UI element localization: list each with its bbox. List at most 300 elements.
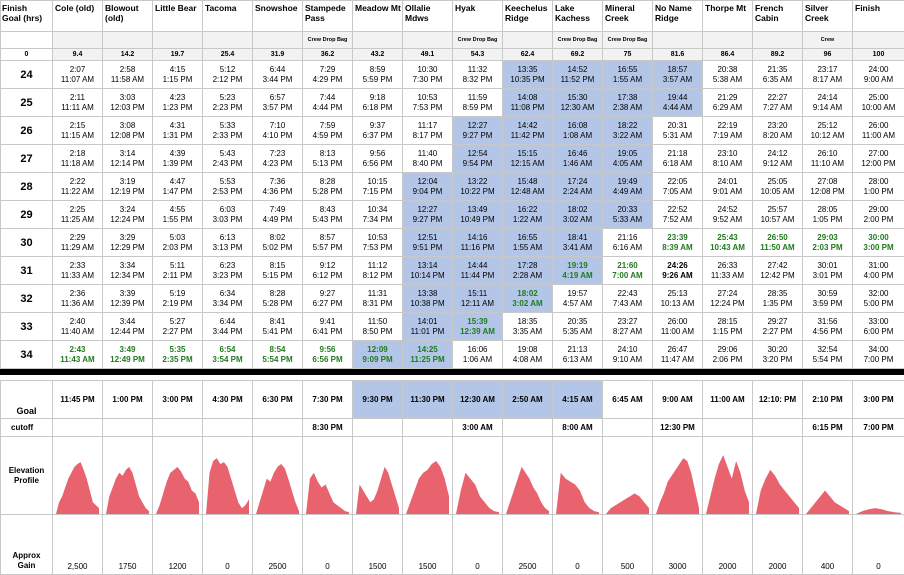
elevation-profile-row xyxy=(1,437,904,515)
split-cell xyxy=(803,257,853,285)
split-cell xyxy=(203,313,253,341)
elapsed-time: 10:34 xyxy=(353,205,402,215)
elevation-chart xyxy=(703,437,753,515)
elapsed-time: 18:57 xyxy=(653,65,702,75)
elapsed-time: 21:60 xyxy=(603,261,652,271)
elevation-profile-graphic xyxy=(106,452,149,514)
clock-time: 11:50 AM xyxy=(753,243,802,253)
split-cell xyxy=(603,313,653,341)
clock-time: 12:19 PM xyxy=(103,187,152,197)
cutoff-row xyxy=(1,419,904,437)
clock-time: 6:41 PM xyxy=(303,327,352,337)
split-cell xyxy=(103,201,153,229)
elapsed-time: 26:47 xyxy=(653,345,702,355)
clock-time: 11:25 PM xyxy=(403,355,452,365)
split-cell xyxy=(403,229,453,257)
clock-time: 12:03 PM xyxy=(103,103,152,113)
cutoff-time xyxy=(753,419,803,437)
clock-time: 7:05 AM xyxy=(653,187,702,197)
clock-time: 11:58 AM xyxy=(103,75,152,85)
clock-time: 12:00 PM xyxy=(853,159,904,169)
split-cell xyxy=(803,313,853,341)
aid-note xyxy=(403,32,453,49)
goal-time: 7:30 PM xyxy=(303,381,353,419)
split-cell xyxy=(103,257,153,285)
clock-time: 7:52 AM xyxy=(653,215,702,225)
split-cell xyxy=(753,61,803,89)
aid-note xyxy=(253,32,303,49)
clock-time: 1:08 AM xyxy=(553,131,602,141)
split-cell xyxy=(753,313,803,341)
goal-time: 4:15 AM xyxy=(553,381,603,419)
pace-row xyxy=(1,145,904,173)
goal-time: 11:45 PM xyxy=(53,381,103,419)
elapsed-time: 24:52 xyxy=(703,205,752,215)
elevation-chart xyxy=(303,437,353,515)
split-cell xyxy=(153,257,203,285)
split-cell xyxy=(753,285,803,313)
split-cell xyxy=(753,89,803,117)
elapsed-time: 20:35 xyxy=(553,317,602,327)
clock-time: 2:38 AM xyxy=(603,103,652,113)
split-cell xyxy=(703,173,753,201)
aid-note xyxy=(203,32,253,49)
elapsed-time: 5:19 xyxy=(153,289,202,299)
elapsed-time: 27:42 xyxy=(753,261,802,271)
split-cell xyxy=(153,61,203,89)
elevation-profile-graphic xyxy=(656,452,699,514)
elapsed-time: 15:11 xyxy=(453,289,502,299)
elapsed-time: 11:17 xyxy=(403,121,452,131)
cutoff-time: 8:00 AM xyxy=(553,419,603,437)
elapsed-time: 5:12 xyxy=(203,65,252,75)
clock-time: 10:05 AM xyxy=(753,187,802,197)
elapsed-time: 5:03 xyxy=(153,233,202,243)
split-cell xyxy=(153,173,203,201)
elevation-area xyxy=(356,467,399,514)
clock-time: 7:53 PM xyxy=(353,243,402,253)
clock-time: 7:27 AM xyxy=(753,103,802,113)
elapsed-time: 3:24 xyxy=(103,205,152,215)
approx-gain: 2500 xyxy=(503,515,553,575)
elapsed-time: 5:11 xyxy=(153,261,202,271)
elapsed-time: 2:29 xyxy=(53,233,102,243)
finish-goal-hours: 32 xyxy=(1,285,53,313)
split-cell xyxy=(53,89,103,117)
elevation-chart xyxy=(453,437,503,515)
elapsed-time: 5:43 xyxy=(203,149,252,159)
elapsed-time: 23:17 xyxy=(803,65,852,75)
elevation-chart xyxy=(753,437,803,515)
split-cell xyxy=(553,285,603,313)
clock-time: 4:49 PM xyxy=(253,215,302,225)
station-mile: 14.2 xyxy=(103,49,153,61)
clock-time: 9:14 AM xyxy=(803,103,852,113)
cutoff-time xyxy=(603,419,653,437)
elapsed-time: 6:13 xyxy=(203,233,252,243)
elapsed-time: 2:22 xyxy=(53,177,102,187)
station-mile: 75 xyxy=(603,49,653,61)
aid-note-row xyxy=(1,32,904,49)
split-cell xyxy=(603,89,653,117)
cutoff-time: 8:30 PM xyxy=(303,419,353,437)
clock-time: 2:03 PM xyxy=(803,243,852,253)
split-cell xyxy=(703,61,753,89)
split-cell xyxy=(203,341,253,369)
split-cell xyxy=(853,341,904,369)
elapsed-time: 28:05 xyxy=(803,205,852,215)
split-cell xyxy=(803,61,853,89)
station-mile: 81.6 xyxy=(653,49,703,61)
elapsed-time: 26:33 xyxy=(703,261,752,271)
clock-time: 4:49 AM xyxy=(603,187,652,197)
station-name: Finish xyxy=(853,1,904,32)
elapsed-time: 18:35 xyxy=(503,317,552,327)
station-mile: 49.1 xyxy=(403,49,453,61)
elevation-area xyxy=(856,508,901,514)
elapsed-time: 15:48 xyxy=(503,177,552,187)
clock-time: 9:27 PM xyxy=(403,215,452,225)
elevation-chart xyxy=(203,437,253,515)
clock-time: 12:39 AM xyxy=(453,327,502,337)
elapsed-time: 8:15 xyxy=(253,261,302,271)
goal-time: 3:00 PM xyxy=(153,381,203,419)
split-cell xyxy=(853,285,904,313)
clock-time: 2:33 PM xyxy=(203,131,252,141)
elapsed-time: 28:35 xyxy=(753,289,802,299)
clock-time: 5:31 AM xyxy=(653,131,702,141)
goal-time: 12:30 AM xyxy=(453,381,503,419)
split-cell xyxy=(253,229,303,257)
elevation-area xyxy=(156,467,199,514)
elapsed-time: 13:38 xyxy=(403,289,452,299)
finish-goal-hours: 25 xyxy=(1,89,53,117)
cutoff-time xyxy=(503,419,553,437)
clock-time: 11:44 PM xyxy=(453,271,502,281)
clock-time: 5:28 PM xyxy=(303,187,352,197)
clock-time: 2:28 AM xyxy=(503,271,552,281)
elapsed-time: 24:10 xyxy=(603,345,652,355)
split-cell xyxy=(853,229,904,257)
elapsed-time: 20:31 xyxy=(653,121,702,131)
clock-time: 8:31 PM xyxy=(353,299,402,309)
elapsed-time: 5:23 xyxy=(203,93,252,103)
clock-time: 8:39 AM xyxy=(653,243,702,253)
elevation-area xyxy=(106,467,149,514)
clock-time: 9:00 AM xyxy=(853,75,904,85)
elapsed-time: 10:30 xyxy=(403,65,452,75)
aid-note: Crew xyxy=(803,32,853,49)
clock-time: 4:19 AM xyxy=(553,271,602,281)
aid-note: Crew Drop Bag xyxy=(553,32,603,49)
elapsed-time: 9:37 xyxy=(353,121,402,131)
split-cell xyxy=(353,313,403,341)
goal-time: 9:00 AM xyxy=(653,381,703,419)
approx-gain: 1200 xyxy=(153,515,203,575)
clock-time: 8:12 PM xyxy=(353,271,402,281)
elapsed-time: 8:28 xyxy=(253,289,302,299)
split-cell xyxy=(853,89,904,117)
station-mile: 86.4 xyxy=(703,49,753,61)
elevation-label: Elevation Profile xyxy=(1,437,53,515)
elapsed-time: 30:59 xyxy=(803,289,852,299)
elapsed-time: 7:10 xyxy=(253,121,302,131)
clock-time: 5:38 AM xyxy=(703,75,752,85)
split-cell xyxy=(203,117,253,145)
elapsed-time: 19:57 xyxy=(553,289,602,299)
clock-time: 1:55 AM xyxy=(503,243,552,253)
split-cell xyxy=(303,61,353,89)
split-cell xyxy=(253,61,303,89)
split-cell xyxy=(353,257,403,285)
split-cell xyxy=(603,201,653,229)
clock-time: 9:26 AM xyxy=(653,271,702,281)
station-mile: 89.2 xyxy=(753,49,803,61)
elevation-profile-graphic xyxy=(456,452,499,514)
clock-time: 8:40 PM xyxy=(403,159,452,169)
elapsed-time: 29:06 xyxy=(703,345,752,355)
clock-time: 8:32 PM xyxy=(453,75,502,85)
approx-gain: 500 xyxy=(603,515,653,575)
elapsed-time: 7:49 xyxy=(253,205,302,215)
clock-time: 8:17 PM xyxy=(403,131,452,141)
split-cell xyxy=(453,117,503,145)
clock-time: 5:35 AM xyxy=(553,327,602,337)
clock-time: 2:27 PM xyxy=(753,327,802,337)
clock-time: 5:15 PM xyxy=(253,271,302,281)
station-mile: 69.2 xyxy=(553,49,603,61)
elapsed-time: 7:59 xyxy=(303,121,352,131)
split-cell xyxy=(753,201,803,229)
split-cell xyxy=(753,117,803,145)
elapsed-time: 3:34 xyxy=(103,261,152,271)
split-cell xyxy=(203,201,253,229)
elapsed-time: 7:36 xyxy=(253,177,302,187)
split-cell xyxy=(753,145,803,173)
elapsed-time: 19:05 xyxy=(603,149,652,159)
elapsed-time: 12:27 xyxy=(403,205,452,215)
station-mile: 31.9 xyxy=(253,49,303,61)
clock-time: 12:30 AM xyxy=(553,103,602,113)
elapsed-time: 29:00 xyxy=(853,205,904,215)
split-cell xyxy=(303,89,353,117)
split-cell xyxy=(653,89,703,117)
clock-time: 2:19 PM xyxy=(153,299,202,309)
pace-row xyxy=(1,89,904,117)
elapsed-time: 6:54 xyxy=(203,345,252,355)
elapsed-time: 2:18 xyxy=(53,149,102,159)
clock-time: 1:31 PM xyxy=(153,131,202,141)
clock-time: 7:30 PM xyxy=(403,75,452,85)
elapsed-time: 5:35 xyxy=(153,345,202,355)
station-name: Blowout (old) xyxy=(103,1,153,32)
split-cell xyxy=(353,201,403,229)
split-cell xyxy=(203,257,253,285)
clock-time: 6:35 AM xyxy=(753,75,802,85)
split-cell xyxy=(603,145,653,173)
elapsed-time: 19:19 xyxy=(553,261,602,271)
cutoff-time xyxy=(203,419,253,437)
elapsed-time: 29:27 xyxy=(753,317,802,327)
clock-time: 11:52 PM xyxy=(553,75,602,85)
split-cell xyxy=(703,313,753,341)
clock-time: 12:24 PM xyxy=(703,299,752,309)
clock-time: 8:27 AM xyxy=(603,327,652,337)
elapsed-time: 7:44 xyxy=(303,93,352,103)
elapsed-time: 7:23 xyxy=(253,149,302,159)
clock-time: 2:35 PM xyxy=(153,355,202,365)
elapsed-time: 22:05 xyxy=(653,177,702,187)
elapsed-time: 26:50 xyxy=(753,233,802,243)
split-cell xyxy=(453,173,503,201)
elapsed-time: 16:55 xyxy=(503,233,552,243)
elapsed-time: 21:13 xyxy=(553,345,602,355)
split-cell xyxy=(303,313,353,341)
split-cell xyxy=(453,201,503,229)
clock-time: 11:22 AM xyxy=(53,187,102,197)
elapsed-time: 14:01 xyxy=(403,317,452,327)
clock-time: 3:41 AM xyxy=(553,243,602,253)
station-mile: 36.2 xyxy=(303,49,353,61)
elapsed-time: 5:53 xyxy=(203,177,252,187)
elevation-chart xyxy=(353,437,403,515)
elapsed-time: 11:40 xyxy=(403,149,452,159)
pace-row xyxy=(1,229,904,257)
clock-time: 8:50 PM xyxy=(353,327,402,337)
cutoff-time xyxy=(353,419,403,437)
station-name: Hyak xyxy=(453,1,503,32)
split-cell xyxy=(853,145,904,173)
clock-time: 2:11 PM xyxy=(153,271,202,281)
split-cell xyxy=(503,285,553,313)
split-cell xyxy=(53,313,103,341)
approx-gain: 1500 xyxy=(403,515,453,575)
split-cell xyxy=(553,341,603,369)
elapsed-time: 14:25 xyxy=(403,345,452,355)
clock-time: 10:12 AM xyxy=(803,131,852,141)
elapsed-time: 11:32 xyxy=(453,65,502,75)
clock-time: 9:54 PM xyxy=(453,159,502,169)
split-cell xyxy=(503,313,553,341)
split-cell xyxy=(753,229,803,257)
split-cell xyxy=(803,145,853,173)
goal-time: 11:00 AM xyxy=(703,381,753,419)
elevation-area xyxy=(256,464,299,514)
split-cell xyxy=(353,89,403,117)
station-mile: 62.4 xyxy=(503,49,553,61)
elapsed-time: 14:08 xyxy=(503,93,552,103)
split-cell xyxy=(303,341,353,369)
split-cell xyxy=(303,229,353,257)
goal-time: 6:45 AM xyxy=(603,381,653,419)
elapsed-time: 16:22 xyxy=(503,205,552,215)
station-name: Meadow Mt xyxy=(353,1,403,32)
clock-time: 2:03 PM xyxy=(153,243,202,253)
clock-time: 7:19 AM xyxy=(703,131,752,141)
clock-time: 5:43 PM xyxy=(303,215,352,225)
elapsed-time: 12:51 xyxy=(403,233,452,243)
elapsed-time: 8:59 xyxy=(353,65,402,75)
approx-gain: 0 xyxy=(553,515,603,575)
clock-time: 10:13 AM xyxy=(653,299,702,309)
clock-time: 3:35 AM xyxy=(503,327,552,337)
elapsed-time: 3:19 xyxy=(103,177,152,187)
elapsed-time: 26:10 xyxy=(803,149,852,159)
clock-time: 1:35 PM xyxy=(753,299,802,309)
elapsed-time: 6:44 xyxy=(203,317,252,327)
split-cell xyxy=(603,341,653,369)
clock-time: 4:56 PM xyxy=(803,327,852,337)
goal-label: Goal xyxy=(1,381,53,419)
clock-time: 4:57 AM xyxy=(553,299,602,309)
split-cell xyxy=(753,341,803,369)
elevation-area xyxy=(606,493,649,514)
clock-time: 4:29 PM xyxy=(303,75,352,85)
split-cell xyxy=(203,61,253,89)
approx-gain: 2,500 xyxy=(53,515,103,575)
split-cell xyxy=(553,145,603,173)
split-cell xyxy=(553,313,603,341)
elevation-area xyxy=(406,461,449,514)
elapsed-time: 18:02 xyxy=(553,205,602,215)
clock-time: 11:10 AM xyxy=(803,159,852,169)
mileage-row xyxy=(1,49,904,61)
clock-time: 8:17 AM xyxy=(803,75,852,85)
clock-time: 1:05 PM xyxy=(803,215,852,225)
approx-gain: 0 xyxy=(303,515,353,575)
split-cell xyxy=(203,173,253,201)
split-cell xyxy=(803,173,853,201)
split-cell xyxy=(703,257,753,285)
elapsed-time: 20:33 xyxy=(603,205,652,215)
finish-goal-header: Finish Goal (hrs) xyxy=(1,1,53,32)
split-cell xyxy=(253,313,303,341)
elapsed-time: 15:30 xyxy=(553,93,602,103)
split-cell xyxy=(653,145,703,173)
elapsed-time: 10:15 xyxy=(353,177,402,187)
elapsed-time: 19:44 xyxy=(653,93,702,103)
clock-time: 6:27 PM xyxy=(303,299,352,309)
clock-time: 6:12 PM xyxy=(303,271,352,281)
split-cell xyxy=(53,117,103,145)
clock-time: 11:47 AM xyxy=(653,355,702,365)
elapsed-time: 31:00 xyxy=(853,261,904,271)
clock-time: 11:00 AM xyxy=(653,327,702,337)
station-mile: 9.4 xyxy=(53,49,103,61)
finish-goal-hours: 33 xyxy=(1,313,53,341)
split-cell xyxy=(603,173,653,201)
elapsed-time: 18:02 xyxy=(503,289,552,299)
clock-time: 6:37 PM xyxy=(353,131,402,141)
split-cell xyxy=(103,285,153,313)
elevation-area xyxy=(506,467,549,514)
cutoff-time xyxy=(703,419,753,437)
clock-time: 1:22 AM xyxy=(503,215,552,225)
split-cell xyxy=(503,257,553,285)
goal-time: 1:00 PM xyxy=(103,381,153,419)
split-cell xyxy=(603,61,653,89)
split-cell xyxy=(653,313,703,341)
split-cell xyxy=(653,257,703,285)
split-cell xyxy=(503,341,553,369)
clock-time: 4:59 PM xyxy=(303,131,352,141)
split-cell xyxy=(853,313,904,341)
clock-time: 3:34 PM xyxy=(203,299,252,309)
elapsed-time: 34:00 xyxy=(853,345,904,355)
split-cell xyxy=(53,285,103,313)
elapsed-time: 18:41 xyxy=(553,233,602,243)
split-cell xyxy=(203,229,253,257)
